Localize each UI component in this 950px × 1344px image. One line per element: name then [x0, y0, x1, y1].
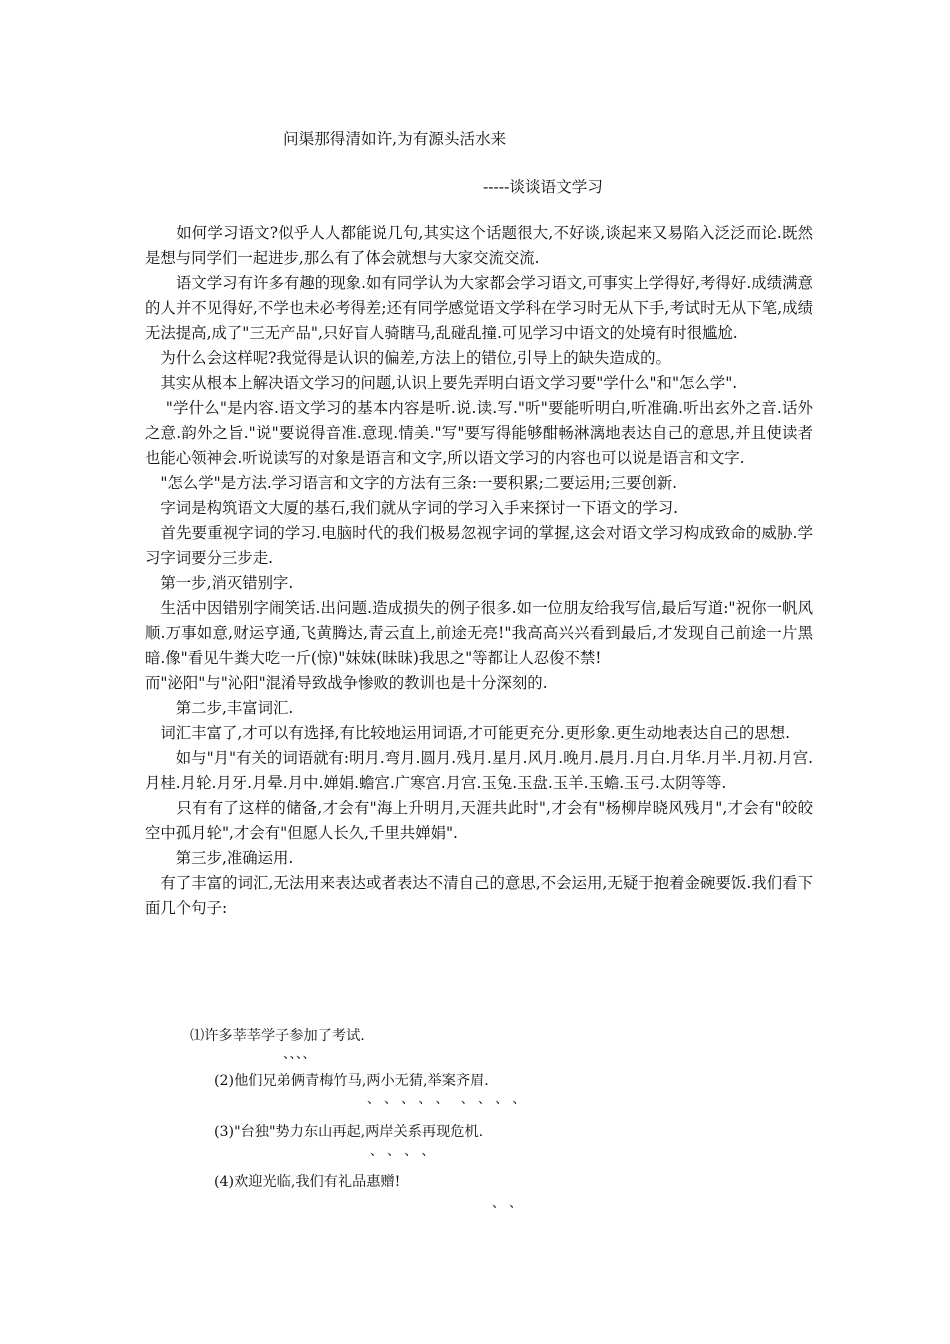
doc-body — [145, 221, 813, 921]
example-sentence-2: (2)他们兄弟俩青梅竹马,两小无猜,举案齐眉. — [214, 1073, 489, 1089]
paragraph: 其实从根本上解决语文学习的问题,认识上要先弄明白语文学习要"学什么"和"怎么学". — [145, 374, 738, 392]
paragraph: 第二步,丰富词汇. — [145, 699, 294, 717]
paragraph: 如何学习语文?似乎人人都能说几句,其实这个话题很大,不好谈,谈起来又易陷入泛泛而论.既然是想与同学们一起进步,那么有了体会就想与大家交流交流. — [145, 224, 813, 267]
doc-subtitle: -----谈谈语文学习 — [483, 178, 603, 196]
doc-title: 问渠那得清如许,为有源头活水来 — [283, 130, 507, 148]
paragraph: 只有有了这样的储备,才会有"海上升明月,天涯共此时",才会有"杨柳岸晓风残月",才会有"皎皎空中孤月轮",才会有"但愿人长久,千里共婵娟". — [145, 799, 813, 842]
paragraph: 如与"月"有关的词语就有:明月.弯月.圆月.残月.星月.风月.晚月.晨月.月白.月华.月半.月初.月宫.月桂.月轮.月牙.月晕.月中.婵娟.蟾宫.广寒宫.月宫.玉兔.玉盘.玉羊.玉蟾.玉弓.太阴等等. — [145, 749, 813, 792]
emphasis-marks-2: 、 、 、 、 、 、 、 、 、 — [367, 1092, 526, 1107]
paragraph: "怎么学"是方法.学习语言和文字的方法有三条:一要积累;二要运用;三要创新. — [145, 474, 677, 492]
paragraph: 有了丰富的词汇,无法用来表达或者表达不清自己的意思,不会运用,无疑于抱着金碗要饭.我们看下面几个句子: — [145, 874, 813, 917]
paragraph: 语文学习有许多有趣的现象.如有同学认为大家都会学习语文,可事实上学得好,考得好.成绩满意的人并不见得好,不学也未必考得差;还有同学感觉语文学科在学习时无从下手,考试时无从下笔,成绩无法提高,成了"三无产品",只好盲人骑瞎马,乱碰乱撞.可见学习中语文的处境有时很尴尬. — [145, 274, 813, 342]
example-sentence-1: ⑴许多莘莘学子参加了考试. — [190, 1028, 365, 1044]
paragraph: 首先要重视字词的学习.电脑时代的我们极易忽视字词的掌握,这会对语文学习构成致命的威胁.学习字词要分三步走. — [145, 524, 813, 567]
paragraph: 而"泌阳"与"沁阳"混淆导致战争惨败的教训也是十分深刻的. — [145, 674, 548, 692]
emphasis-marks-3: 、 、 、 、 — [370, 1144, 435, 1159]
paragraph: 第三步,准确运用. — [145, 849, 294, 867]
paragraph: 生活中因错别字闹笑话.出问题.造成损失的例子很多.如一位朋友给我写信,最后写道:"祝你一帆风顺.万事如意,财运亨通,飞黄腾达,青云直上,前途无亮!"我高高兴兴看到最后,才发现自己前途一片黑暗.像"看见牛粪大吃一斤(惊)"妹妹(昧昧)我思之"等都让人忍俊不禁! — [145, 599, 813, 667]
example-sentence-3: (3)"台独"势力东山再起,两岸关系再现危机. — [214, 1124, 484, 1140]
paragraph: "学什么"是内容.语文学习的基本内容是听.说.读.写."听"要能听明白,听准确.听出玄外之音.话外之意.韵外之旨."说"要说得音准.意现.情美."写"要写得能够酣畅淋漓地表达自己的意思,并且使读者也能心领神会.听说读写的对象是语言和文字,所以语文学习的内容也可以说是语言和文字. — [145, 399, 813, 467]
paragraph: 字词是构筑语文大厦的基石,我们就从字词的学习入手来探讨一下语文的学习. — [145, 499, 679, 517]
emphasis-marks-4: 、 、 — [492, 1196, 523, 1211]
paragraph: 第一步,消灭错别字. — [145, 574, 294, 592]
example-sentence-4: (4)欢迎光临,我们有礼品惠赠! — [214, 1174, 401, 1190]
paragraph: 词汇丰富了,才可以有选择,有比较地运用词语,才可能更充分.更形象.更生动地表达自己的思想. — [145, 724, 790, 742]
emphasis-marks-1: 、、、、 — [283, 1047, 316, 1062]
paragraph: 为什么会这样呢?我觉得是认识的偏差,方法上的错位,引导上的缺失造成的。 — [145, 349, 671, 367]
